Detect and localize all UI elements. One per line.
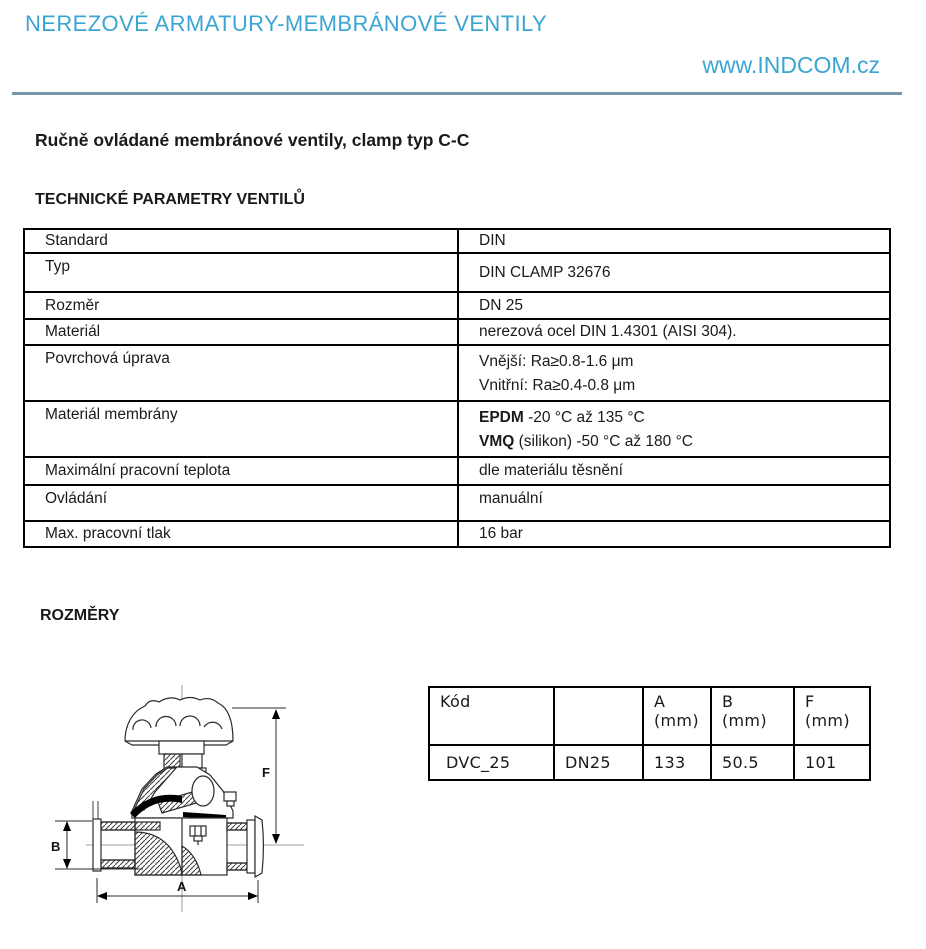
material-code: VMQ	[479, 433, 515, 451]
dims-cell-a: 133	[643, 745, 711, 780]
param-value-cell: 16 bar	[458, 521, 890, 547]
dims-cell-kod: DVC_25	[429, 745, 554, 780]
material-range: (silikon) -50 °C až 180 °C	[514, 433, 693, 451]
dims-cell-b: 50.5	[711, 745, 794, 780]
dims-header-line: Kód	[440, 692, 471, 711]
param-label-cell: Standard	[24, 229, 458, 253]
header-divider	[12, 92, 902, 95]
param-label-cell: Typ	[24, 253, 458, 292]
table-row	[429, 745, 870, 780]
param-value-cell	[458, 401, 890, 457]
dimension-f-label: F	[262, 765, 270, 780]
table-row	[24, 253, 890, 292]
valve-handwheel	[125, 698, 233, 746]
param-value-cell	[458, 345, 890, 401]
valve-bonnet	[132, 767, 236, 818]
table-row	[24, 229, 890, 253]
param-value-cell: DIN	[458, 229, 890, 253]
page-title: NEREZOVÉ ARMATURY-MEMBRÁNOVÉ VENTILY	[25, 11, 548, 36]
dimension-b-label: B	[51, 839, 61, 854]
param-value-line	[479, 406, 883, 430]
material-range: -20 °C až 135 °C	[523, 409, 645, 427]
table-row	[24, 345, 890, 401]
table-header-row	[429, 687, 870, 745]
param-value-cell: dle materiálu těsnění	[458, 457, 890, 485]
dims-cell-dn: DN25	[554, 745, 643, 780]
website-link[interactable]: www.INDCOM.cz	[702, 52, 880, 78]
dims-header-line: (mm)	[805, 711, 850, 730]
param-label-cell: Ovládání	[24, 485, 458, 521]
param-value-line	[479, 430, 883, 454]
param-value-cell: DN 25	[458, 292, 890, 319]
dims-header-cell	[643, 687, 711, 745]
table-row	[24, 292, 890, 319]
dims-header-cell	[429, 687, 554, 745]
material-code: EPDM	[479, 409, 524, 427]
param-label-cell: Rozměr	[24, 292, 458, 319]
dimensions-section-title: ROZMĚRY	[40, 607, 120, 624]
table-row	[24, 521, 890, 547]
dims-header-line: A	[654, 692, 666, 711]
dims-header-line: F	[805, 692, 815, 711]
dims-cell-f: 101	[794, 745, 870, 780]
dims-header-line: (mm)	[654, 711, 699, 730]
param-value-line: Vnější: Ra≥0.8-1.6 μm	[479, 353, 634, 370]
params-section-title: TECHNICKÉ PARAMETRY VENTILŮ	[35, 191, 305, 208]
dims-header-cell	[554, 687, 643, 745]
left-clamp-port	[93, 801, 135, 871]
technical-parameters-table	[23, 228, 891, 548]
param-label-cell: Materiál	[24, 319, 458, 345]
right-clamp-port	[227, 816, 264, 877]
table-row	[24, 485, 890, 521]
param-label-cell: Materiál membrány	[24, 401, 458, 457]
param-value-cell: manuální	[458, 485, 890, 521]
dims-header-line: B	[722, 692, 734, 711]
table-row	[24, 401, 890, 457]
valve-body	[135, 818, 227, 875]
param-value-cell: DIN CLAMP 32676	[458, 253, 890, 292]
param-label-cell: Max. pracovní tlak	[24, 521, 458, 547]
param-label-cell: Maximální pracovní teplota	[24, 457, 458, 485]
param-label-cell: Povrchová úprava	[24, 345, 458, 401]
dimension-a-label: A	[177, 879, 187, 894]
valve-technical-drawing	[40, 670, 320, 920]
dims-header-cell	[711, 687, 794, 745]
param-value-cell: nerezová ocel DIN 1.4301 (AISI 304).	[458, 319, 890, 345]
dims-header-line: (mm)	[722, 711, 767, 730]
product-heading: Ručně ovládané membránové ventily, clamp typ C-C	[35, 130, 470, 150]
table-row	[24, 319, 890, 345]
param-value-line: Vnitřní: Ra≥0.4-0.8 μm	[479, 377, 636, 395]
dimensions-table	[428, 686, 871, 781]
table-row	[24, 457, 890, 485]
dims-header-cell	[794, 687, 870, 745]
